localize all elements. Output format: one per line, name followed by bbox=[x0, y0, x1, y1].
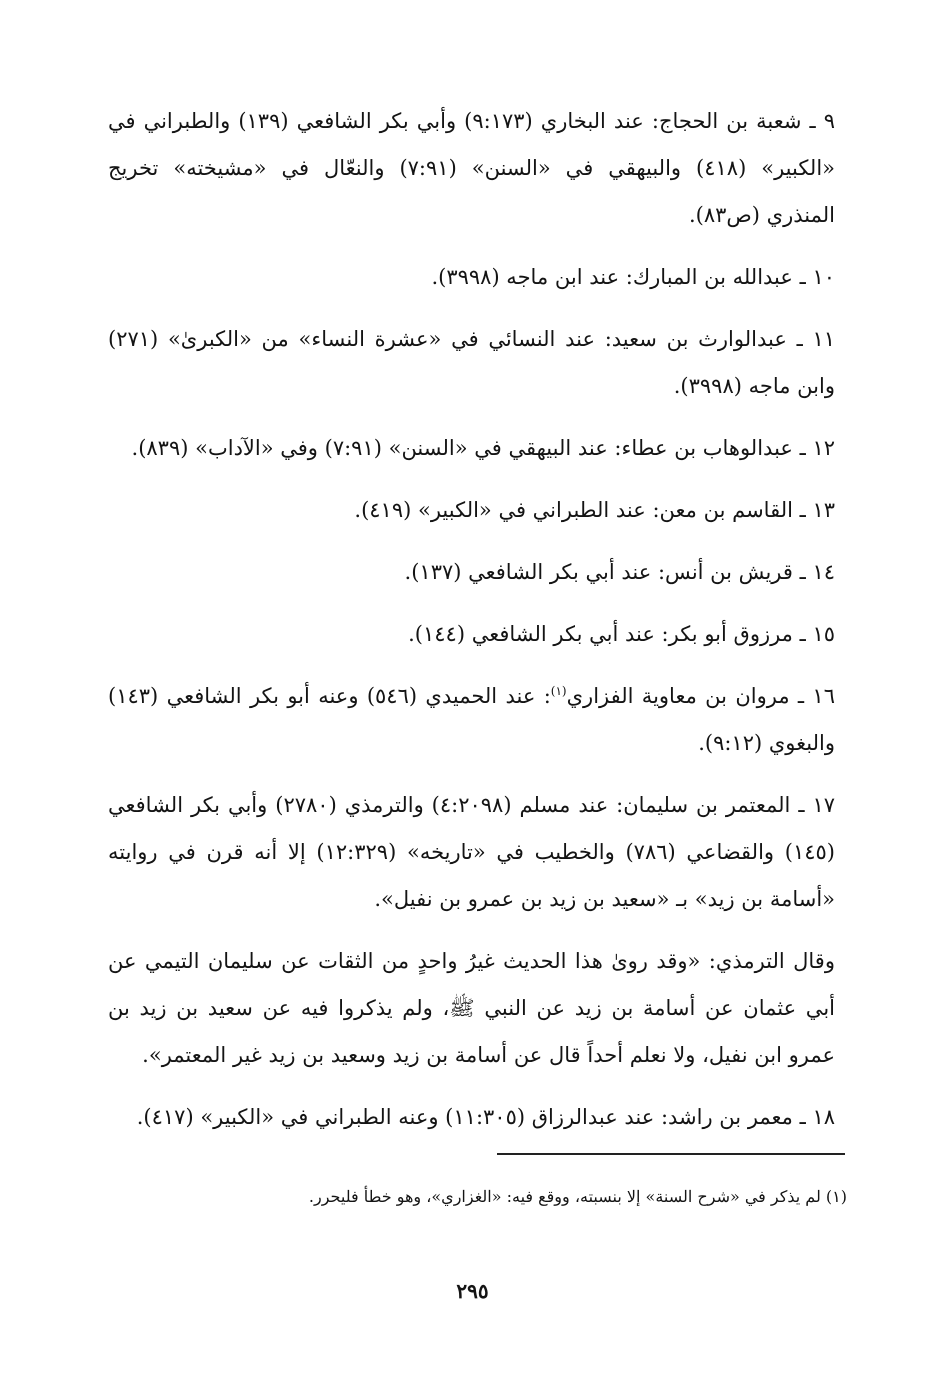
paragraph-item-18: ١٨ ـ معمر بن راشد: عند عبدالرزاق (١١:٣٠٥) وعنه الطبراني في «الكبير» (٤١٧). bbox=[136, 1105, 835, 1129]
paragraph-item-14: ١٤ ـ قريش بن أنس: عند أبي بكر الشافعي (١٣٧). bbox=[404, 560, 835, 584]
main-text bbox=[108, 98, 835, 1141]
paragraph-item-15: ١٥ ـ مرزوق أبو بكر: عند أبي بكر الشافعي (١٤٤). bbox=[408, 622, 835, 646]
paragraph-item-16-start: ١٦ ـ مروان بن معاوية الفزاري bbox=[566, 684, 835, 708]
paragraph-item-17: ١٧ ـ المعتمر بن سليمان: عند مسلم (٤:٢٠٩٨) والترمذي (٢٧٨٠) وأبي بكر الشافعي (١٤٥) والقضاعي (٧٨٦) والخطيب في «تاريخه» (١٢:٣٢٩) إلا أنه قرن في روايته «أسامة بن زيد» بـ «سعيد بن زيد بن عمرو بن نفيل». bbox=[108, 793, 836, 911]
footnote-marker[interactable]: (١) bbox=[550, 684, 567, 698]
paragraph-item-12: ١٢ ـ عبدالوهاب بن عطاء: عند البيهقي في «السنن» (٧:٩١) وفي «الآداب» (٨٣٩). bbox=[131, 436, 835, 460]
paragraph-item-11: ١١ ـ عبدالوارث بن سعيد: عند النسائي في «عشرة النساء» من «الكبرىٰ» (٢٧١) وابن ماجه (٣٩٩٨). bbox=[108, 327, 835, 398]
paragraph-item-16-end: : عند الحميدي (٥٤٦) وعنه أبو بكر الشافعي (١٤٣) والبغوي (٩:١٢). bbox=[108, 684, 835, 755]
paragraph-item-9: ٩ ـ شعبة بن الحجاج: عند البخاري (٩:١٧٣) وأبي بكر الشافعي (١٣٩) والطبراني في «الكبير» (٤١٨) والبيهقي في «السنن» (٧:٩١) والنعّال في «مشيخته» تخريج المنذري (ص٨٣). bbox=[108, 109, 836, 227]
paragraph-tirmidhi-quote: وقال الترمذي: «وقد روىٰ هذا الحديث غيرُ واحدٍ من الثقات عن سليمان التيمي عن أبي عثمان عن أسامة بن زيد عن النبي ﷺ، ولم يذكروا فيه عن سعيد بن زيد بن عمرو ابن نفيل، ولا نعلم أحداً قال عن أسامة بن زيد وسعيد بن زيد غير المعتمر». bbox=[108, 949, 835, 1067]
paragraph-item-10: ١٠ ـ عبدالله بن المبارك: عند ابن ماجه (٣٩٩٨). bbox=[431, 265, 835, 289]
paragraph-item-13: ١٣ ـ القاسم بن معن: عند الطبراني في «الكبير» (٤١٩). bbox=[354, 498, 835, 522]
footnote: (١) لم يذكر في «شرح السنة» إلا بنسبته، ووقع فيه: «الغزاري»، وهو خطأ فليحرر. bbox=[308, 1187, 847, 1206]
page-number: ٢٩٥ bbox=[456, 1279, 489, 1303]
footnote-separator bbox=[497, 1153, 845, 1155]
paragraph-item-16 bbox=[108, 673, 835, 767]
